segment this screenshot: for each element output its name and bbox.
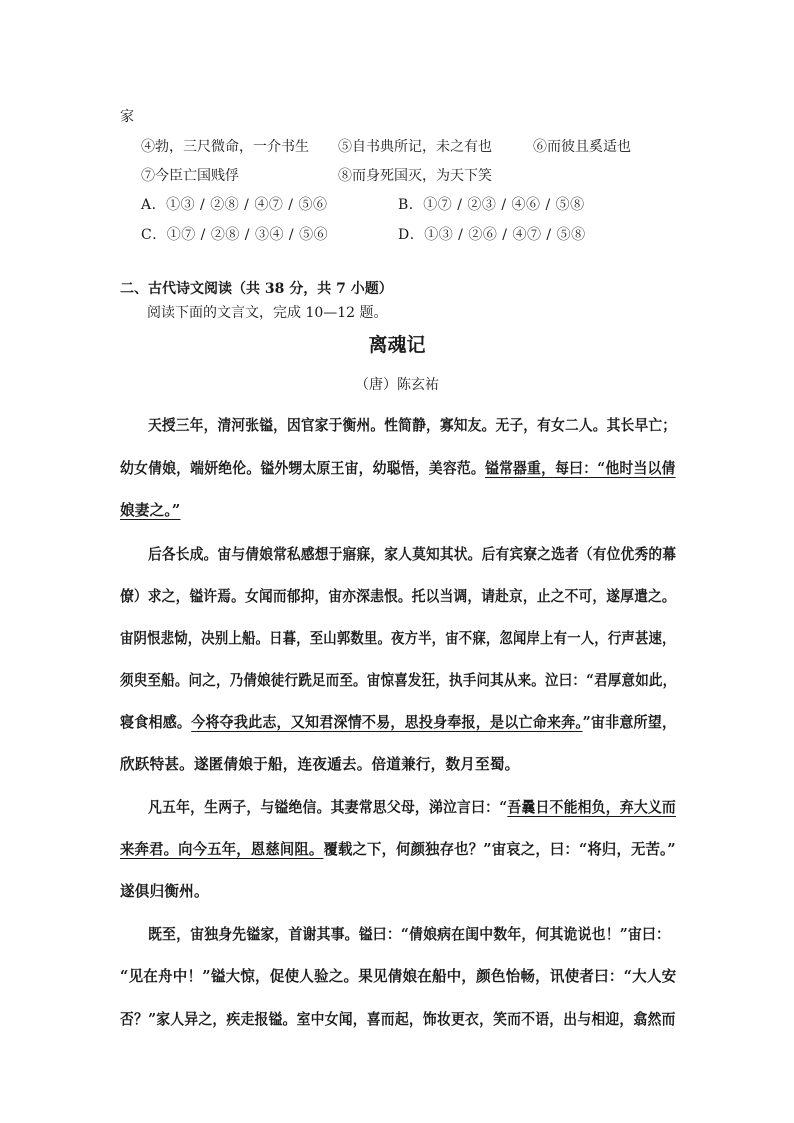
p2-line1 bbox=[148, 546, 677, 564]
p4-line1-text: 既至，宙独身先镒家，首谢其事。镒曰：“倩娘病在闺中数年，何其诡说也！”宙曰： bbox=[148, 926, 671, 943]
p3-underlined-2: 来奔君。向今五年，恩慈间阻。 bbox=[120, 841, 324, 858]
p2-line6 bbox=[120, 756, 676, 774]
section-instruction: 阅读下面的文言文，完成 10—12 题。 bbox=[147, 305, 388, 321]
passage-title: 离魂记 bbox=[368, 334, 426, 356]
p4-line2 bbox=[120, 968, 677, 986]
passage-author: （唐）陈玄祐 bbox=[355, 377, 439, 393]
p4-line1 bbox=[148, 926, 676, 944]
p2-line4-text: 须臾至船。问之，乃倩娘徒行跣足而至。宙惊喜发狂，执手问其从来。泣曰：“君厚意如此， bbox=[120, 672, 677, 689]
p3-line1-text: 凡五年，生两子，与镒绝信。其妻常思父母，涕泣言曰：“ bbox=[148, 799, 508, 816]
option-8: ⑧而身死国灭，为天下笑 bbox=[338, 168, 492, 184]
p2-line1-text: 后各长成。宙与倩娘常私感想于寤寐，家人莫知其状。后有宾寮之选者（有位优秀的幕 bbox=[148, 546, 677, 563]
p1-line3 bbox=[120, 502, 676, 520]
p2-line5-text-a: 寝食相感。 bbox=[120, 714, 192, 731]
option-7: ⑦今臣亡国贱俘 bbox=[141, 168, 239, 184]
p1-underlined-2: 娘妻之。” bbox=[120, 502, 181, 519]
p3-line2-text: 覆载之下，何颜独存也？”宙哀之，曰：“将归，无苦。” bbox=[323, 841, 676, 858]
p2-line3 bbox=[120, 630, 676, 648]
p3-line1 bbox=[148, 799, 676, 817]
choice-a: A．①③ / ②⑧ / ④⑦ / ⑤⑥ bbox=[141, 197, 328, 213]
p1-line2 bbox=[120, 460, 676, 478]
p4-line2-text: “见在舟中！”镒大惊，促使人验之。果见倩娘在船中，颜色怡畅，讯使者曰：“大人安 bbox=[120, 968, 677, 985]
p3-line2 bbox=[120, 841, 676, 859]
section-heading: 二、古代诗文阅读（共 38 分，共 7 小题） bbox=[120, 281, 393, 297]
p3-line3-text: 遂俱归衡州。 bbox=[120, 883, 209, 900]
p2-line6-text: 欣跃特甚。遂匿倩娘于船，连夜遁去。倍道兼行，数月至蜀。 bbox=[120, 756, 520, 773]
option-6: ⑥而彼且奚适也 bbox=[533, 139, 631, 155]
option-5: ⑤自书典所记，未之有也 bbox=[338, 139, 492, 155]
p3-underlined-1: 吾曩日不能相负，弃大义而 bbox=[507, 799, 676, 816]
choice-c: C．①⑦ / ②⑧ / ③④ / ⑤⑥ bbox=[141, 227, 329, 243]
p4-line3 bbox=[120, 1011, 676, 1029]
p3-line3 bbox=[120, 883, 676, 901]
p2-line3-text: 宙阴恨悲恸，决别上船。日暮，至山郭数里。夜方半，宙不寐，忽闻岸上有一人，行声甚速， bbox=[120, 630, 676, 647]
p2-line2 bbox=[120, 588, 676, 606]
p1-line1-text: 天授三年，清河张镒，因官家于衡州。性简静，寡知友。无子，有女二人。其长早亡； bbox=[148, 417, 677, 434]
p1-line1 bbox=[148, 417, 677, 435]
option-4: ④勃，三尺微命，一介书生 bbox=[141, 139, 309, 155]
p2-line4 bbox=[120, 672, 677, 690]
p1-line2-text: 幼女倩娘，端妍绝伦。镒外甥太原王宙，幼聪悟，美容范。 bbox=[120, 460, 485, 477]
p1-underlined-1: 镒常器重，每曰：“他时当以倩 bbox=[484, 460, 676, 477]
p2-underlined: 今将夺我此志，又知君深情不易，思投身奉报，是以亡命来奔。 bbox=[191, 714, 583, 731]
p2-line2-text: 僚）求之，镒许焉。女闻而郁抑，宙亦深恚恨。托以当调，请赴京，止之不可，遂厚遣之。 bbox=[120, 588, 676, 605]
question-tail-text: 家 bbox=[120, 109, 134, 125]
choice-d: D．①③ / ②⑥ / ④⑦ / ⑤⑧ bbox=[398, 227, 586, 243]
choice-b: B．①⑦ / ②③ / ④⑥ / ⑤⑧ bbox=[398, 197, 585, 213]
p2-line5-text-b: ”宙非意所望， bbox=[582, 714, 677, 731]
p2-line5 bbox=[120, 714, 677, 732]
p4-line3-text: 否？”家人异之，疾走报镒。室中女闻，喜而起，饰妆更衣，笑而不语，出与相迎，翕然而 bbox=[120, 1011, 676, 1028]
